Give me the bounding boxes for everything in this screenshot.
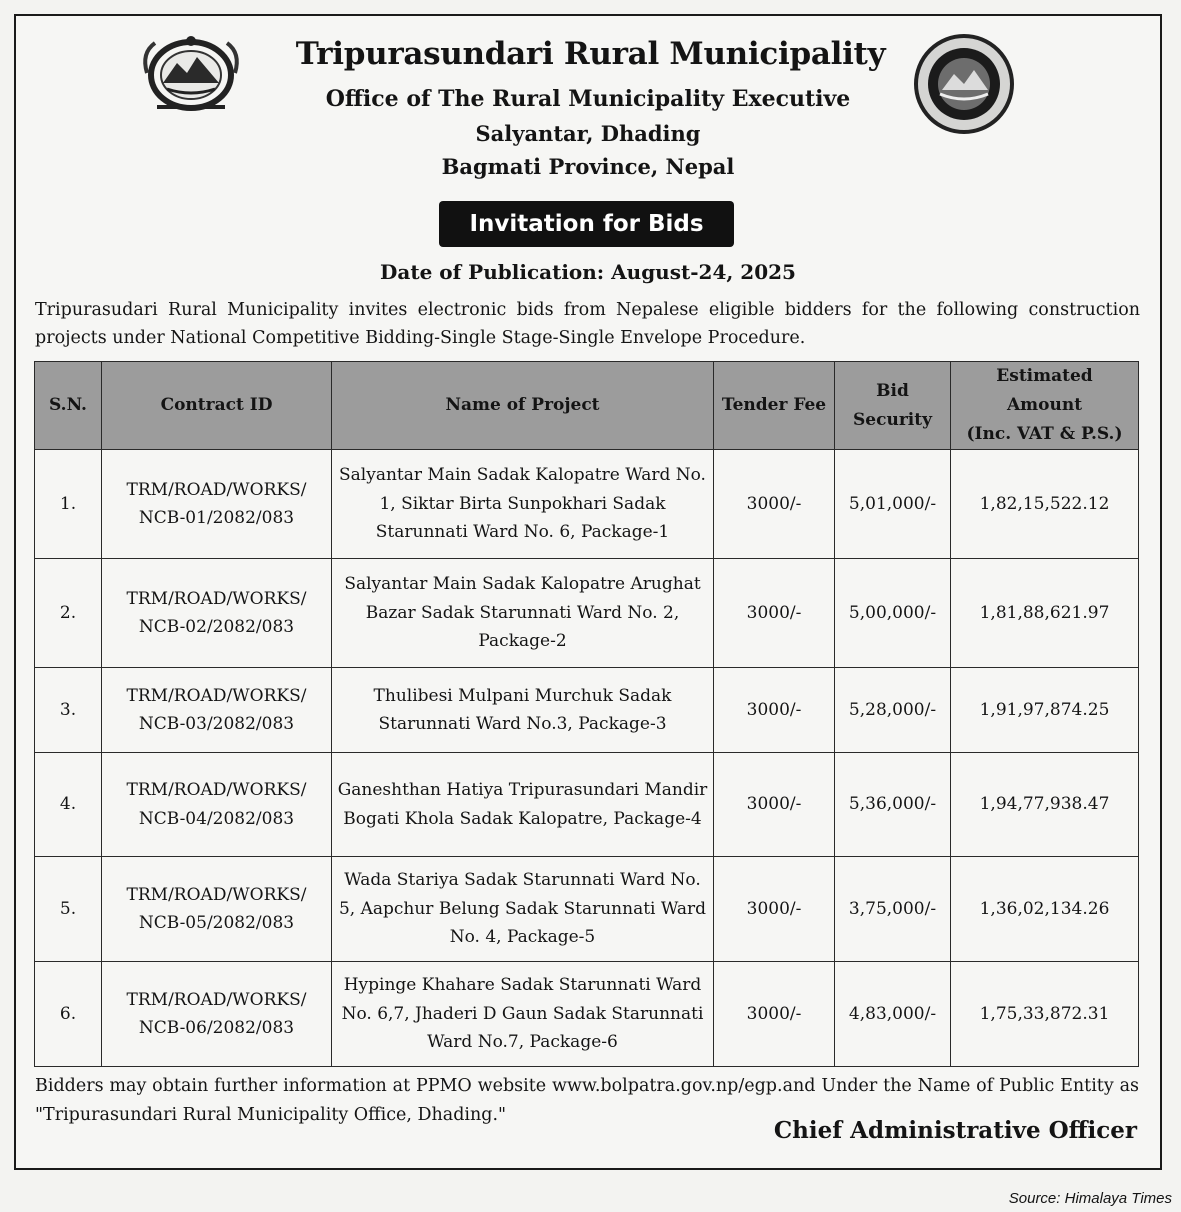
header-bid-security — [835, 362, 951, 450]
cell-project: Thulibesi Mulpani Murchuk Sadak Starunnati Ward No.3, Package-3 — [332, 668, 714, 753]
header-contract-id: Contract ID — [102, 362, 332, 450]
municipality-title: Tripurasundari Rural Municipality — [295, 36, 886, 72]
cell-contract-id — [102, 668, 332, 753]
cell-tender-fee: 3000/- — [714, 753, 835, 857]
header-estimated-amount — [951, 362, 1139, 450]
office-name: Office of The Rural Municipality Executive — [325, 86, 851, 112]
contract-id-part2: NCB-02/2082/083 — [138, 617, 295, 637]
contract-id-part2: NCB-05/2082/083 — [138, 913, 295, 933]
cell-bid-security: 5,36,000/- — [835, 753, 951, 857]
header-project: Name of Project — [332, 362, 714, 450]
header-estimate-line2: (Inc. VAT & P.S.) — [966, 424, 1123, 444]
publication-date: Date of Publication: August-24, 2025 — [380, 260, 796, 284]
cell-project: Salyantar Main Sadak Kalopatre Ward No. 1, Siktar Birta Sunpokhari Sadak Starunnati Ward No. 6, Package-1 — [332, 450, 714, 559]
contract-id-part2: NCB-01/2082/083 — [138, 508, 295, 528]
contract-id-part1: TRM/ROAD/WORKS/ — [126, 685, 307, 706]
invitation-banner: Invitation for Bids — [439, 201, 734, 247]
cell-sn: 4. — [35, 753, 102, 857]
footer-note: Bidders may obtain further information at PPMO website www.bolpatra.gov.np/egp.and Under the Name of Public Entity as "Tripurasundari Rural Municipality Office, Dhading." — [35, 1076, 1139, 1125]
cell-project: Hypinge Khahare Sadak Starunnati Ward No. 6,7, Jhaderi D Gaun Sadak Starunnati Ward No.7, Package-6 — [332, 962, 714, 1067]
contract-id-part2: NCB-03/2082/083 — [138, 714, 295, 734]
signature-title: Chief Administrative Officer — [773, 1117, 1137, 1144]
source-credit: Source: Himalaya Times — [1008, 1190, 1172, 1207]
cell-tender-fee: 3000/- — [714, 857, 835, 962]
cell-project: Ganeshthan Hatiya Tripurasundari Mandir Bogati Khola Sadak Kalopatre, Package-4 — [332, 753, 714, 857]
cell-sn: 5. — [35, 857, 102, 962]
office-location: Salyantar, Dhading — [475, 121, 701, 146]
cell-project: Wada Stariya Sadak Starunnati Ward No. 5, Aapchur Belung Sadak Starunnati Ward No. 4, Package-5 — [332, 857, 714, 962]
cell-estimated-amount: 1,81,88,621.97 — [951, 559, 1139, 668]
cell-bid-security: 5,28,000/- — [835, 668, 951, 753]
table-row — [35, 450, 1139, 559]
cell-estimated-amount: 1,75,33,872.31 — [951, 962, 1139, 1067]
table-row — [35, 857, 1139, 962]
header-tender-fee: Tender Fee — [714, 362, 835, 450]
contract-id-part1: TRM/ROAD/WORKS/ — [126, 989, 307, 1010]
table-row — [35, 962, 1139, 1067]
cell-sn: 3. — [35, 668, 102, 753]
cell-contract-id — [102, 753, 332, 857]
cell-estimated-amount: 1,94,77,938.47 — [951, 753, 1139, 857]
cell-bid-security: 4,83,000/- — [835, 962, 951, 1067]
cell-estimated-amount: 1,82,15,522.12 — [951, 450, 1139, 559]
table-row — [35, 559, 1139, 668]
cell-sn: 1. — [35, 450, 102, 559]
header-bid-security-line1: Bid — [876, 380, 909, 401]
cell-bid-security: 3,75,000/- — [835, 857, 951, 962]
table-header-row — [35, 362, 1139, 450]
header-sn: S.N. — [35, 362, 102, 450]
cell-contract-id — [102, 450, 332, 559]
cell-sn: 6. — [35, 962, 102, 1067]
header-estimate-line1: Estimated Amount — [996, 366, 1093, 415]
contract-id-part2: NCB-04/2082/083 — [138, 808, 295, 829]
cell-tender-fee: 3000/- — [714, 450, 835, 559]
cell-estimated-amount: 1,36,02,134.26 — [951, 857, 1139, 962]
contract-id-part2: NCB-06/2082/083 — [138, 1018, 295, 1038]
cell-contract-id — [102, 857, 332, 962]
cell-tender-fee: 3000/- — [714, 962, 835, 1067]
cell-project: Salyantar Main Sadak Kalopatre Arughat Bazar Sadak Starunnati Ward No. 2, Package-2 — [332, 559, 714, 668]
cell-sn: 2. — [35, 559, 102, 668]
table-row — [35, 753, 1139, 857]
contract-id-part1: TRM/ROAD/WORKS/ — [126, 479, 307, 500]
cell-tender-fee: 3000/- — [714, 668, 835, 753]
bids-table — [34, 361, 1139, 1067]
cell-contract-id — [102, 962, 332, 1067]
contract-id-part1: TRM/ROAD/WORKS/ — [126, 884, 307, 905]
contract-id-part1: TRM/ROAD/WORKS/ — [126, 780, 307, 800]
cell-estimated-amount: 1,91,97,874.25 — [951, 668, 1139, 753]
table-row — [35, 668, 1139, 753]
cell-tender-fee: 3000/- — [714, 559, 835, 668]
header-bid-security-line2: Security — [853, 409, 932, 430]
cell-bid-security: 5,01,000/- — [835, 450, 951, 559]
contract-id-part1: TRM/ROAD/WORKS/ — [126, 588, 307, 609]
cell-bid-security: 5,00,000/- — [835, 559, 951, 668]
cell-contract-id — [102, 559, 332, 668]
intro-paragraph: Tripurasudari Rural Municipality invites electronic bids from Nepalese eligible bidders for the following construction projects under National Competitive Bidding-Single Stage-Single Envelope Procedure. — [35, 300, 1140, 348]
office-province: Bagmati Province, Nepal — [441, 154, 735, 179]
